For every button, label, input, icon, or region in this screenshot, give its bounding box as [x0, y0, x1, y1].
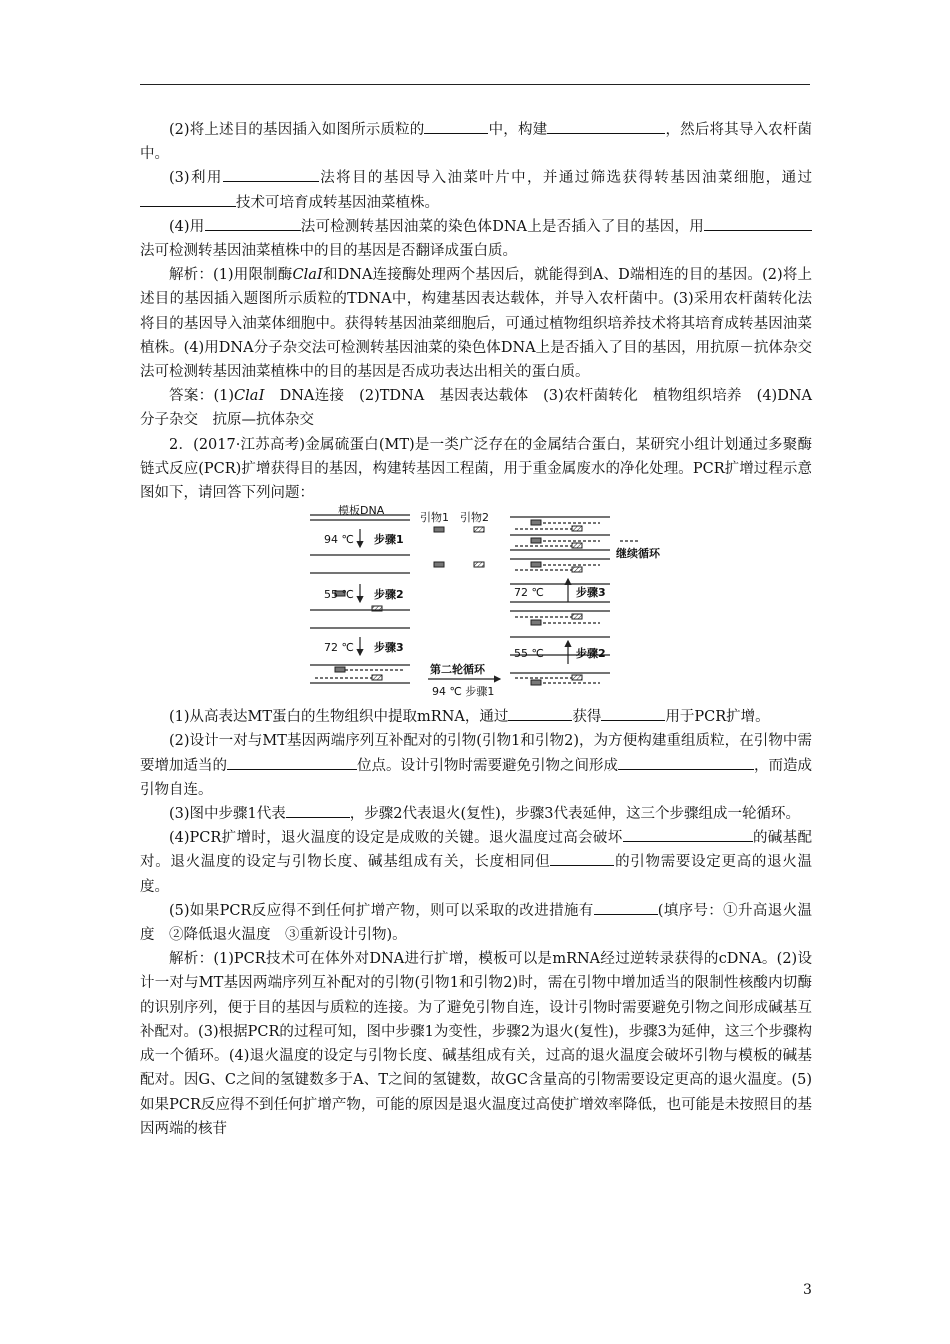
q2-part4: (4)PCR扩增时，退火温度的设定是成败的关键。退火温度过高会破坏 的碱基配对。退火温度的设定与引物长度、碱基组成有关，长度相同但 的引物需要设定更高的退火温度。 — [140, 826, 812, 899]
primer2-marker — [372, 606, 382, 611]
step-label: 步骤3 — [374, 641, 404, 655]
answer-blank[interactable] — [704, 215, 812, 231]
page-number: 3 — [803, 1282, 812, 1298]
answer-blank[interactable] — [227, 754, 357, 770]
q2-part3: (3)图中步骤1代表 ，步骤2代表退火(复性)，步骤3代表延伸，这三个步骤组成一轮循环。 — [140, 802, 812, 826]
answer-blank[interactable] — [205, 215, 301, 231]
answer-blank[interactable] — [594, 899, 658, 915]
primer1-marker — [531, 538, 541, 543]
temp-label: 72 ℃ — [514, 586, 544, 600]
template-dna-label: 模板DNA — [338, 504, 385, 518]
answer-blank[interactable] — [623, 826, 753, 842]
primer1-marker — [531, 562, 541, 567]
primer2-marker — [572, 675, 582, 680]
primer2-marker — [572, 543, 582, 548]
step-label: 步骤2 — [374, 588, 404, 602]
answer-blank[interactable] — [424, 118, 488, 134]
primer1-marker — [434, 527, 444, 532]
primer1-marker — [531, 520, 541, 525]
primer1-marker — [531, 620, 541, 625]
second-round-label: 第二轮循环 — [430, 663, 485, 677]
temp-label: 94 ℃ — [324, 533, 354, 547]
temp-label: 72 ℃ — [324, 641, 354, 655]
primer2-marker — [474, 562, 484, 567]
primer1-label: 引物1 — [420, 511, 449, 525]
temp-label: 55 ℃ — [324, 588, 354, 602]
answer-blank[interactable] — [223, 166, 319, 182]
answer-blank[interactable] — [286, 802, 350, 818]
step-label: 步骤3 — [576, 586, 606, 600]
primer2-marker — [572, 567, 582, 572]
page-body — [140, 118, 812, 1141]
step-label: 步骤1 — [374, 533, 404, 547]
answer-blank[interactable] — [508, 705, 572, 721]
q1-part2: (2)将上述目的基因插入如图所示质粒的 中，构建 ，然后将其导入农杆菌中。 — [140, 118, 812, 166]
temp-label: 55 ℃ — [514, 647, 544, 661]
header-rule — [140, 84, 810, 85]
pcr-diagram — [310, 504, 660, 699]
continue-cycle-label: 继续循环 — [616, 547, 660, 561]
answer-blank[interactable] — [140, 191, 236, 207]
primer2-marker — [474, 527, 484, 532]
primer2-marker — [572, 526, 582, 531]
primer2-label: 引物2 — [460, 511, 489, 525]
answer-blank[interactable] — [618, 754, 754, 770]
q2-analysis: 解析：(1)PCR技术可在体外对DNA进行扩增，模板可以是mRNA经过逆转录获得的cDNA。(2)设计一对与MT基因两端序列互补配对的引物(引物1和引物2)时，需在引物中增加适当的限制性核酸内切酶的识别序列，便于目的基因与质粒的连接。为了避免引物自连，设计引物时需要避免引物之间形成碱基互补配对。(3)根据PCR的过程可知，图中步骤1为变性，步骤2为退火(复性)，步骤3为延伸，这三个步骤构成一个循环。(4)退火温度的设定与引物长度、碱基组成有关，过高的退火温度会破坏引物与模板的碱基配对。因G、C之间的氢键数多于A、T之间的氢键数，故GC含量高的引物需要设定更高的退火温度。(5)如果PCR反应得不到任何扩增产物，可能的原因是退火温度过高使扩增效率降低，也可能是未按照目的基因两端的核苷 — [140, 951, 812, 1137]
q2-stem: 2．(2017·江苏高考)金属硫蛋白(MT)是一类广泛存在的金属结合蛋白，某研究小组计划通过多聚酶链式反应(PCR)扩增获得目的基因，构建转基因工程菌，用于重金属废水的净化处理。PCR扩增过程示意图如下，请回答下列问题： — [140, 436, 812, 502]
q1-part3: (3)利用 法将目的基因导入油菜叶片中，并通过筛选获得转基因油菜细胞，通过技术可培育成转基因油菜植株。 — [140, 166, 812, 214]
primer1-marker — [434, 562, 444, 567]
answer-blank[interactable] — [601, 705, 665, 721]
answer-blank[interactable] — [550, 850, 614, 866]
answer-blank[interactable] — [547, 118, 665, 134]
q1-analysis: 解析：(1)用限制酶ClaⅠ和DNA连接酶处理两个基因后，就能得到A、D端相连的目的基因。(2)将上述目的基因插入题图所示质粒的TDNA中，构建基因表达载体，并导入农杆菌中。(3)采用农杆菌转化法将目的基因导入油菜体细胞中。获得转基因油菜细胞后，可通过植物组织培养技术将其培育成转基因油菜植株。(4)用DNA分子杂交法可检测转基因油菜的染色体DNA上是否插入了目的基因，用抗原－抗体杂交法可检测转基因油菜植株中的目的基因是否成功表达出相关的蛋白质。 — [140, 267, 812, 381]
q2-part1: (1)从高表达MT蛋白的生物组织中提取mRNA，通过 获得 用于PCR扩增。 — [140, 705, 812, 729]
primer1-marker — [531, 680, 541, 685]
q2-part5: (5)如果PCR反应得不到任何扩增产物，则可以采取的改进措施有 (填序号：①升高退火温度 ②降低退火温度 ③重新设计引物)。 — [140, 899, 812, 947]
primer2-marker — [372, 675, 382, 680]
q2-part2: (2)设计一对与MT基因两端序列互补配对的引物(引物1和引物2)，为方便构建重组质粒，在引物中需要增加适当的 位点。设计引物时需要避免引物之间形成 ，而造成引物自连。 — [140, 733, 812, 798]
primer2-marker — [572, 614, 582, 619]
second-step-label: 94 ℃ 步骤1 — [432, 685, 495, 699]
primer1-marker — [335, 667, 345, 672]
q1-part4: (4)用 法可检测转基因油菜的染色体DNA上是否插入了目的基因，用法可检测转基因油菜植株中的目的基因是否翻译成蛋白质。 — [140, 215, 812, 263]
q1-answer: 答案：(1)ClaⅠ DNA连接 (2)TDNA 基因表达载体 (3)农杆菌转化 植物组织培养 (4)DNA分子杂交 抗原—抗体杂交 — [140, 388, 813, 429]
step-label: 步骤2 — [576, 647, 606, 661]
